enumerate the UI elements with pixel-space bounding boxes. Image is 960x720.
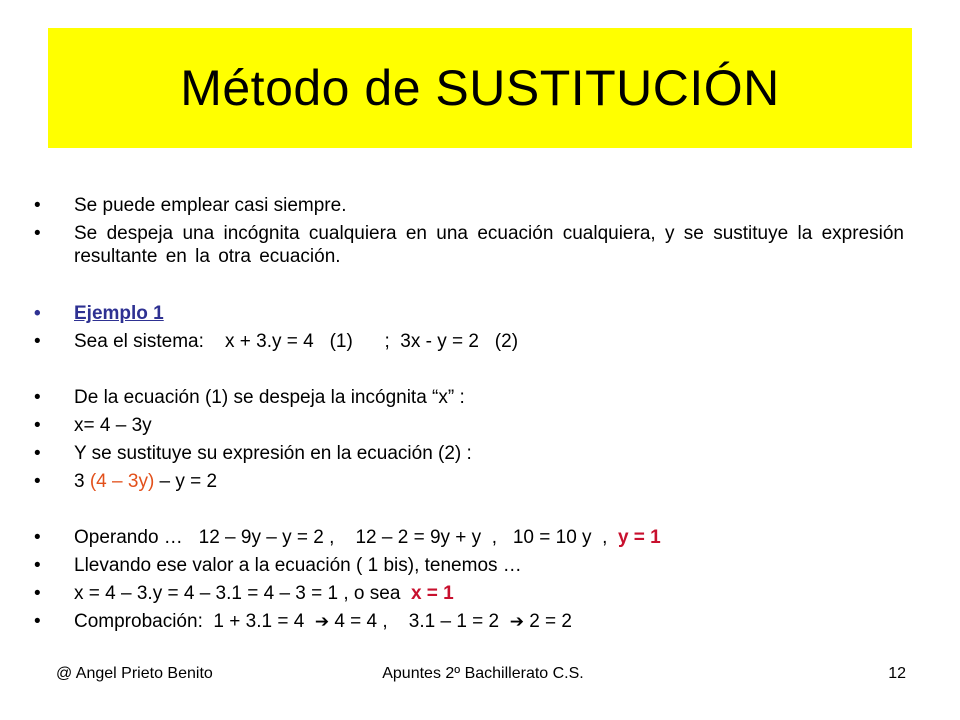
bullet-text: x= 4 – 3y <box>74 415 152 436</box>
list-item <box>34 222 904 268</box>
arrow-right-icon: ➔ <box>314 612 330 632</box>
check-text-a: Comprobación: 1 + 3.1 = 4 <box>74 611 315 632</box>
check-text-c: 2 = 2 <box>523 611 573 632</box>
slide-title: Método de SUSTITUCIÓN <box>180 60 780 116</box>
example-link[interactable]: Ejemplo 1 <box>74 303 164 324</box>
substituted-expression: (4 – 3y) <box>89 471 155 492</box>
bullet-text: Se despeja una incógnita cualquiera en una ecuación cualquiera, y se sustituye la expresión resultante en la otra ecuación. <box>74 223 904 267</box>
bullet-dot: • <box>34 415 41 436</box>
operation-text: Operando … 12 – 9y – y = 2 , 12 – 2 = 9y + y , 10 = 10 y , <box>74 527 618 548</box>
list-item <box>34 442 904 465</box>
list-item <box>34 414 904 437</box>
system-text: Sea el sistema: x + 3.y = 4 (1) ; 3x - y = 2 (2) <box>74 331 519 352</box>
result-y: y = 1 <box>617 527 661 548</box>
bullet-dot: • <box>34 611 41 632</box>
footer-course: Apuntes 2º Bachillerato C.S. <box>382 665 584 682</box>
equation-suffix: – y = 2 <box>154 471 218 492</box>
equation-prefix: 3 <box>74 471 90 492</box>
list-item <box>34 302 904 325</box>
bullet-dot: • <box>34 387 41 408</box>
bullet-dot: • <box>34 331 41 352</box>
bullet-dot: • <box>34 471 41 492</box>
operation-text: x = 4 – 3.y = 4 – 3.1 = 4 – 3 = 1 , o sea <box>74 583 411 604</box>
check-text-b: 4 = 4 , 3.1 – 1 = 2 <box>329 611 510 632</box>
bullet-text: De la ecuación (1) se despeja la incógnita “x” : <box>74 387 465 408</box>
bullet-text: Se puede emplear casi siempre. <box>74 195 347 216</box>
bullet-text: Llevando ese valor a la ecuación ( 1 bis), tenemos … <box>74 555 522 576</box>
bullet-dot: • <box>34 555 41 576</box>
bullet-text: Y se sustituye su expresión en la ecuación (2) : <box>74 443 472 464</box>
bullet-dot: • <box>34 527 41 548</box>
list-item <box>34 330 904 353</box>
bullet-dot: • <box>34 583 41 604</box>
bullet-dot: • <box>34 443 41 464</box>
list-item <box>34 610 904 634</box>
list-item <box>34 194 904 217</box>
bullet-dot: • <box>34 195 41 216</box>
list-item <box>34 582 904 605</box>
page-number: 12 <box>888 665 906 682</box>
list-item <box>34 554 904 577</box>
title-band <box>48 28 912 148</box>
list-item <box>34 526 904 549</box>
bullet-dot: • <box>34 223 41 244</box>
list-item <box>34 470 904 493</box>
footer-author: @ Angel Prieto Benito <box>56 665 213 682</box>
result-x: x = 1 <box>410 583 454 604</box>
bullet-dot: • <box>34 303 41 324</box>
arrow-right-icon: ➔ <box>509 612 524 632</box>
list-item <box>34 386 904 409</box>
